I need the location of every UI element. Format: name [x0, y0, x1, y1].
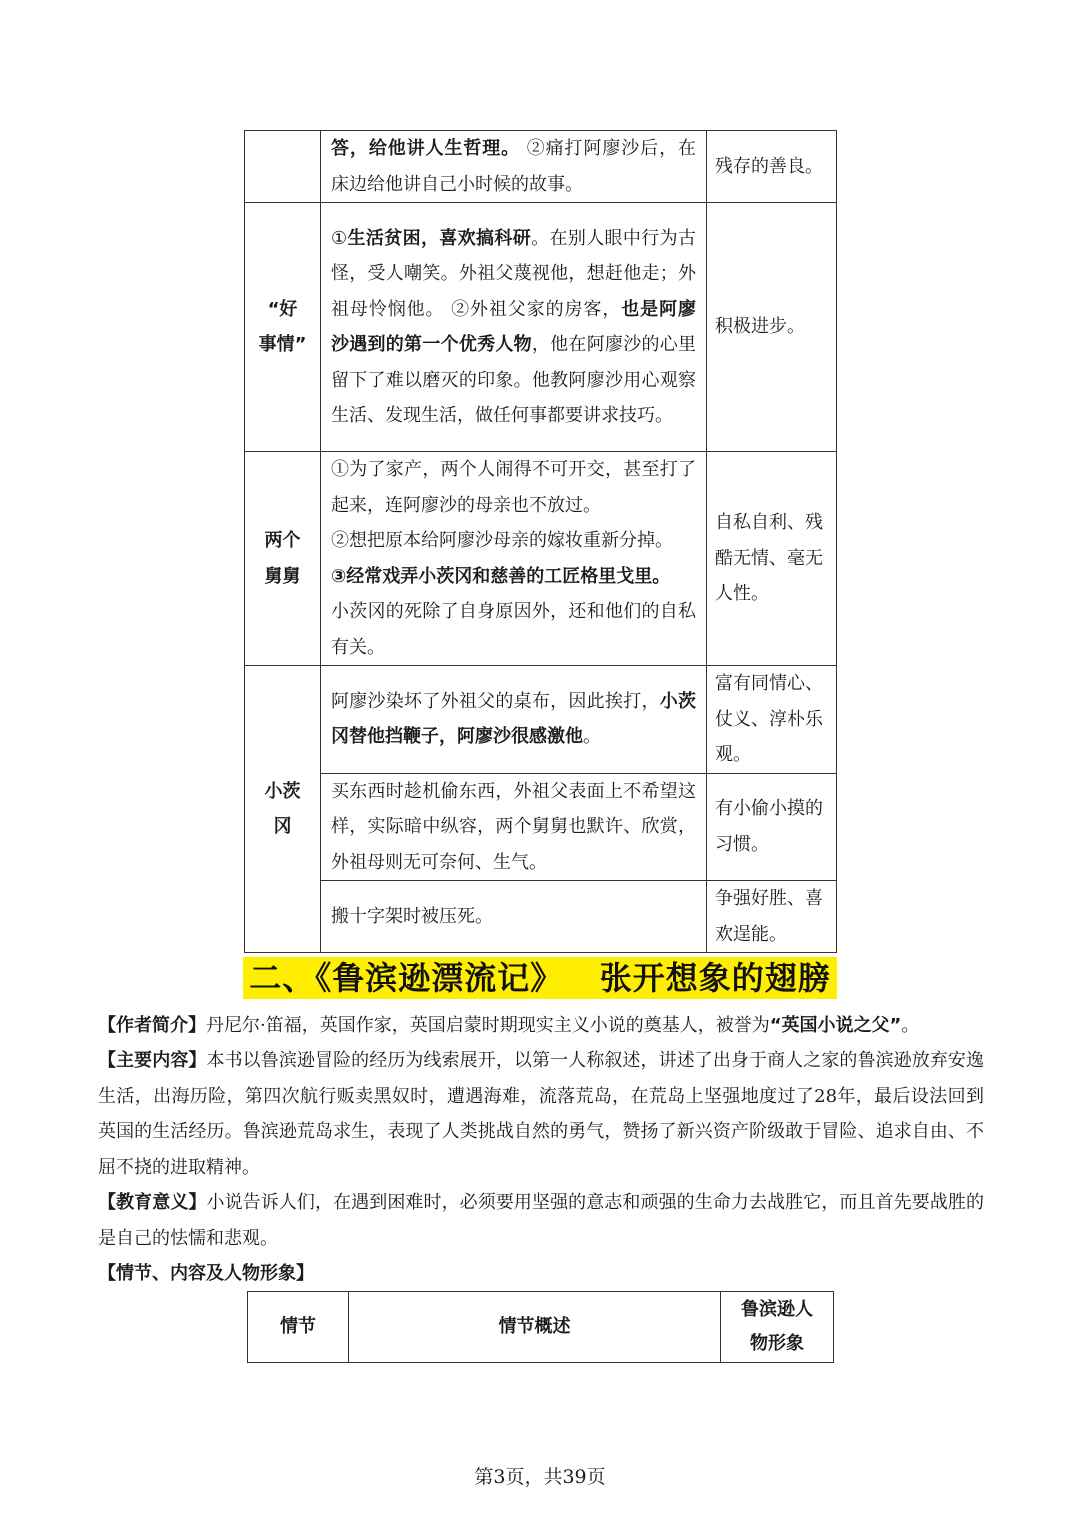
column-header: 情节概述 — [349, 1292, 721, 1363]
page-number: 第3页，共39页 — [474, 1466, 606, 1488]
main-content: 【主要内容】本书以鲁滨逊冒险的经历为线索展开，以第一人称叙述，讲述了出身于商人之家的鲁滨逊放弃安逸生活，出海历险，第四次航行贩卖黑奴时，遭遇海难，流落荒岛，在荒岛上坚强地度过了28年，最后设法回到英国的生活经历。鲁滨逊荒岛求生，表现了人类挑战自然的勇气，赞扬了新兴资产阶级敢于冒险、追求自由、不屈不挠的进取精神。 — [98, 1050, 984, 1178]
trait-cell: 争强好胜、喜欢逞能。 — [707, 881, 837, 953]
trait-cell: 残存的善良。 — [707, 131, 837, 203]
author-intro: 【作者简介】丹尼尔·笛福，英国作家，英国启蒙时期现实主义小说的奠基人，被誉为“英国小说之父”。 — [98, 1015, 920, 1036]
plot-cell: 买东西时趁机偷东西，外祖父表面上不希望这样，实际暗中纵容，两个舅舅也默许、欣赏，外祖母则无可奈何、生气。 — [321, 773, 707, 881]
column-header: 情节 — [248, 1292, 349, 1363]
table-row — [245, 203, 837, 452]
table-header-row — [248, 1292, 834, 1363]
table-row — [245, 131, 837, 203]
character-cell: “好 事情” — [245, 203, 321, 452]
character-cell: 小茨 冈 — [245, 666, 321, 953]
characters-table — [244, 130, 837, 953]
trait-cell: 富有同情心、仗义、淳朴乐观。 — [707, 666, 837, 774]
educational-meaning: 【教育意义】小说告诉人们，在遇到困难时，必须要用坚强的意志和顽强的生命力去战胜它，而且首先要战胜的是自己的怯懦和悲观。 — [98, 1192, 984, 1249]
column-header: 鲁滨逊人 物形象 — [721, 1292, 834, 1363]
plot-cell: 搬十字架时被压死。 — [321, 881, 707, 953]
table-row — [245, 881, 837, 953]
plot-cell: 答，给他讲人生哲理。 ②痛打阿廖沙后，在床边给他讲自己小时候的故事。 — [321, 131, 707, 203]
section-heading: 二、《鲁滨逊漂流记》 张开想象的翅膀 — [0, 957, 1080, 999]
trait-cell: 自私自利、残酷无情、毫无人性。 — [707, 452, 837, 666]
trait-cell: 积极进步。 — [707, 203, 837, 452]
plot-cell: 阿廖沙染坏了外祖父的桌布，因此挨打，小茨冈替他挡鞭子，阿廖沙很感激他。 — [321, 666, 707, 774]
table-row — [245, 666, 837, 774]
plot-cell: ①为了家产，两个人闹得不可开交，甚至打了起来，连阿廖沙的母亲也不放过。 ②想把原本给阿廖沙母亲的嫁妆重新分掉。 ③经常戏弄小茨冈和慈善的工匠格里戈里。 小茨冈的死除了自身原因外，还和他们的自私有关。 — [321, 452, 707, 666]
table-row — [245, 452, 837, 666]
character-cell — [245, 131, 321, 203]
character-cell: 两个 舅舅 — [245, 452, 321, 666]
trait-cell: 有小偷小摸的习惯。 — [707, 773, 837, 881]
plot-section-label: 【情节、内容及人物形象】 — [98, 1263, 314, 1284]
robinson-table — [247, 1291, 834, 1363]
table-row — [245, 773, 837, 881]
plot-cell: ①生活贫困，喜欢搞科研。在别人眼中行为古怪，受人嘲笑。外祖父蔑视他，想赶他走；外祖母怜悯他。 ②外祖父家的房客，也是阿廖沙遇到的第一个优秀人物，他在阿廖沙的心里留下了难以磨灭的印象。他教阿廖沙用心观察生活、发现生活，做任何事都要讲求技巧。 — [321, 203, 707, 452]
